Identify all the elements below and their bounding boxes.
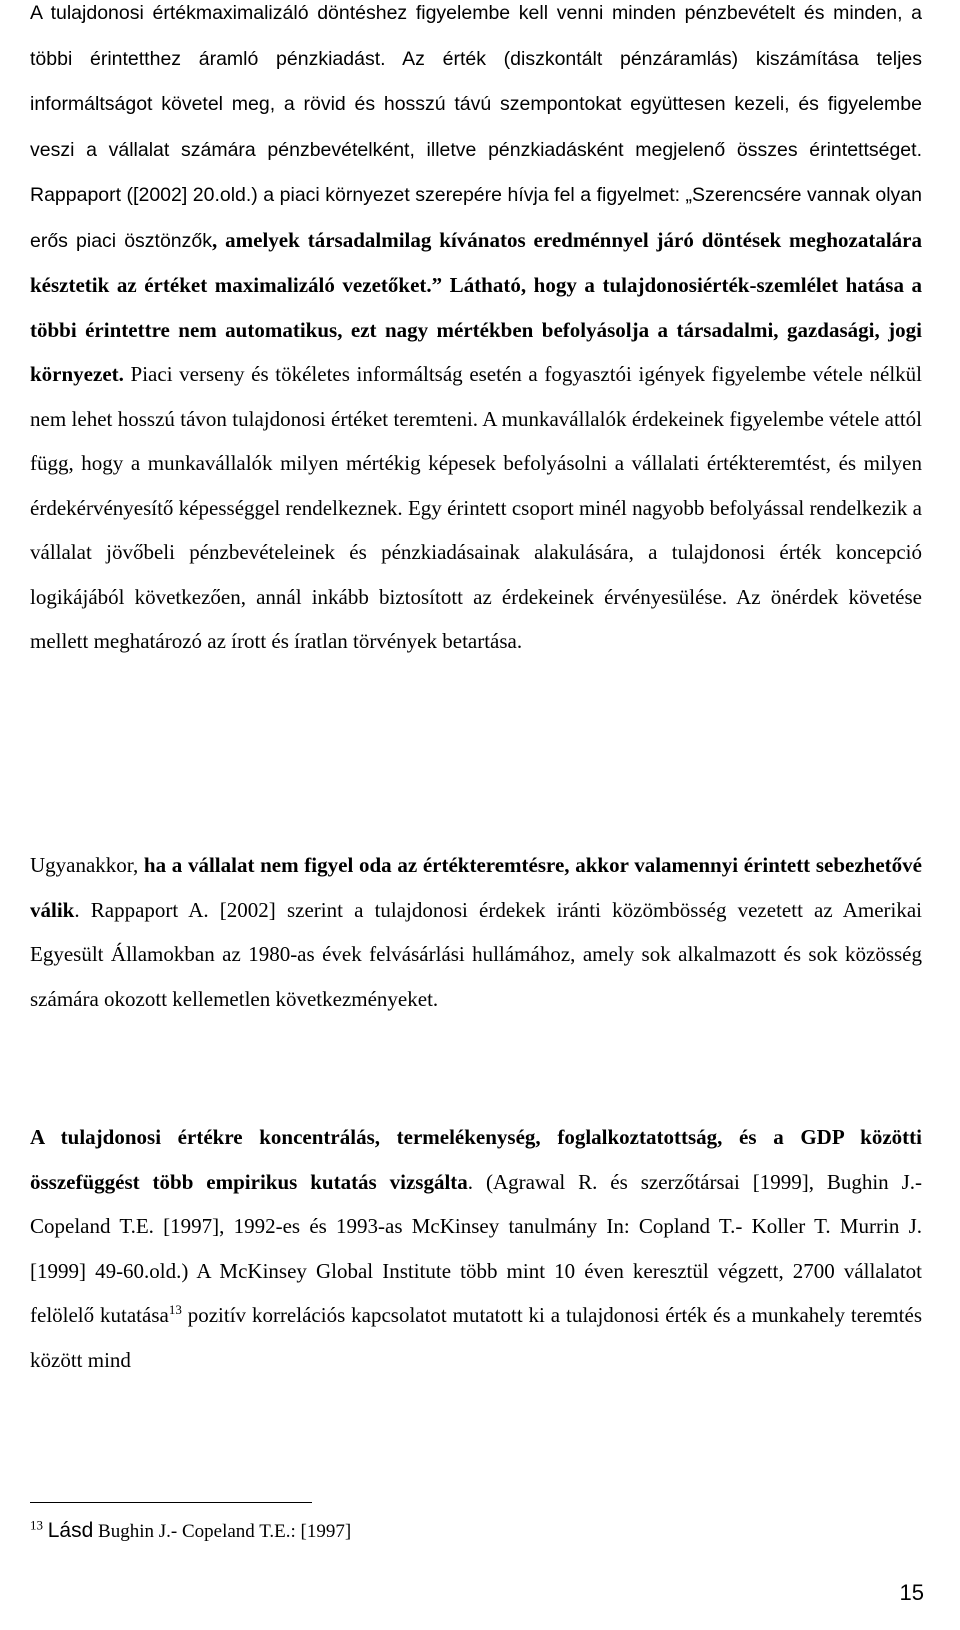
footnote-lasd: Lásd — [47, 1519, 94, 1542]
paragraph-1-text-b: , amelyek társadalmilag kívánatos eredménnyel járó döntések meghozatalára késztetik az értéket maximalizáló vezetőket.” Látható, hogy a — [30, 227, 922, 297]
paragraph-3-text-a: . (Agrawal R. és szerzőtársai [1999], Bughin J.- Copeland T.E. [1997], 1992-es és 1993-as McKinsey tanulmány In: Copland T.- Koller T. Murrin J. [1999] 49-60.old.) A McKinsey Global Institute több mint 10 éven keresztül végzett, 2700 vállalatot felölelő kutatása — [30, 1169, 923, 1327]
footnote — [30, 1516, 351, 1547]
page-number: 15 — [899, 1580, 924, 1605]
paragraph-1-text-c: Piaci verseny és tökéletes informáltság esetén a fogyasztói igények figyelembe vétele nélkül nem lehet hosszú távon tulajdonosi értéket teremteni. A munkavállalók érdekeinek figyelembe vétele attól függ, hogy a munkavállalók milyen mértékig képesek befolyásolni a vállalati értékteremtést, és milyen érdekérvényesítő képességgel rendelkeznek. Egy érintett csoport minél nagyobb befolyással rendelkezik a vállalat jövőbeli pénzbevételeinek és pénzkiadásainak alakulására, a tulajdonosi érték koncepció logikájából következően, annál inkább biztosított az érdekeinek érvényesülése. Az önérdek követése mellett meghatározó az írott és íratlan törvények betartása. — [30, 362, 922, 653]
paragraph-2-text-a: Ugyanakkor, — [30, 853, 144, 877]
paragraph-1-text-a: A tulajdonosi értékmaximalizáló döntéshez figyelembe kell venni minden pénzbevételt és minden, a többi érintetthez áramló pénzkiadást. Az érték (diszkontált pénzáramlás) kiszámítása teljes informáltságot követel meg, a rövid és hosszú távú szempontokat együttesen kezeli, és figyelembe veszi a vállalat számára pénzbevételként, illetve pénzkiadásként megjelenő összes érintettséget. Rappaport ([2002] 20.old.) a piaci környezet szerepére hívja fel a figyelmet: „Szerencsére vannak olyan erős piaci ösztönzők — [30, 2, 922, 252]
paragraph-empirical-research — [30, 1115, 922, 1382]
paragraph-shareholder-value — [30, 0, 922, 664]
paragraph-2-emphasis: ha a vállalat nem figyel oda az értékteremtésre, akkor valamennyi érintett sebezhetővé válik — [30, 853, 922, 922]
paragraph-1-emphasis: tulajdonosiérték-szemlélet hatása a többi érintettre nem automatikus, ezt nagy mértékben befolyásolja a társadalmi, gazdasági, jogi környezet. — [30, 273, 923, 386]
footnote-number: 13 — [30, 1517, 43, 1533]
paragraph-3-emphasis: A tulajdonosi értékre koncentrálás, termelékenység, foglalkoztatottság, és a GDP közötti összefüggést több empirikus kutatás vizsgálta — [30, 1125, 922, 1194]
paragraph-vulnerability — [30, 843, 922, 1021]
paragraph-2-text-b: . Rappaport A. [2002] szerint a tulajdonosi érdekek iránti közömbösség vezetett az Amerikai Egyesült Államokban az 1980-as évek felvásárlási hullámához, amely sok alkalmazott és sok közösség számára okozott kellemetlen következményeket. — [30, 897, 922, 1011]
footnote-reference[interactable]: 13 — [168, 1302, 182, 1317]
footnote-divider — [30, 1502, 312, 1503]
paragraph-3-text-b: pozitív korrelációs kapcsolatot mutatott ki a tulajdonosi érték és a munkahely teremtés között mind — [30, 1303, 922, 1372]
footnote-text: Bughin J.- Copeland T.E.: [1997] — [93, 1521, 352, 1542]
